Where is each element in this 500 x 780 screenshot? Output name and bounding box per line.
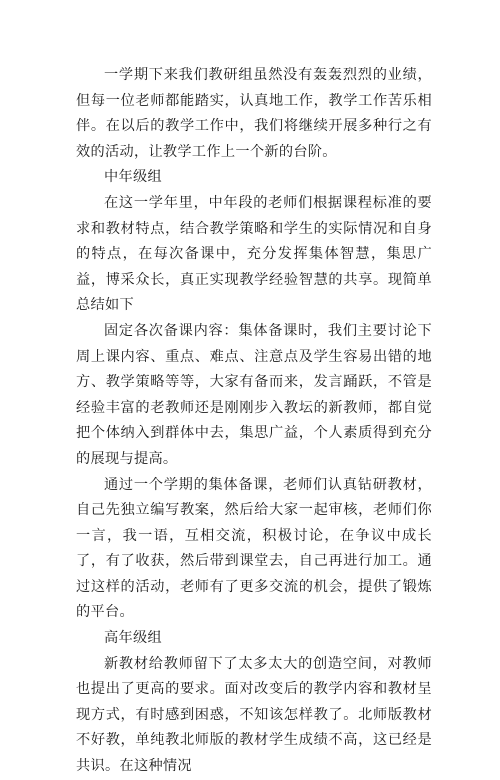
paragraph-lesson-prep-content: 固定各次备课内容：集体备课时，我们主要讨论下周上课内容、重点、难点、注意点及学生容易出错的地方、教学策略等等，大家有备而来，发言踊跃，不管是经验丰富的老教师还是刚刚步入教坛的新教师，都自觉把个体纳入到群体中去，集思广益，个人素质得到充分的展现与提高。 — [76, 322, 432, 467]
paragraph-summary: 一学期下来我们教研组虽然没有轰轰烈烈的业绩，但每一位老师都能踏实，认真地工作，教学工作苦乐相伴。在以后的教学工作中，我们将继续开展多种行之有效的活动，让教学工作上一个新的台阶。 — [76, 67, 432, 160]
section-heading-upper-grade: 高年级组 — [104, 630, 162, 647]
paragraph-middle-grade-intro: 在这一学年里，中年段的老师们根据课程标准的要求和教材特点，结合教学策略和学生的实际情况和自身的特点，在每次备课中，充分发挥集体智慧，集思广益，博采众长，真正实现教学经验智慧的共享。现简单总结如下 — [76, 194, 432, 314]
paragraph-collective-prep-results: 通过一个学期的集体备课，老师们认真钻研教材，自己先独立编写教案，然后给大家一起审核，老师们你一言，我一语，互相交流，积极讨论，在争议中成长了，有了收获，然后带到课堂去，自己再进行加工。通过这样的活动，老师有了更多交流的机会，提供了锻炼的平台。 — [76, 476, 432, 621]
paragraph-new-textbook: 新教材给教师留下了太多太大的创造空间，对教师也提出了更高的要求。面对改变后的教学内容和教材呈现方式，有时感到困惑，不知该怎样教了。北师版教材不好教，单纯教北师版的教材学生成绩不高，这已经是共识。在这种情况 — [76, 655, 432, 775]
section-heading-middle-grade: 中年级组 — [104, 169, 162, 186]
document-body — [76, 63, 432, 780]
